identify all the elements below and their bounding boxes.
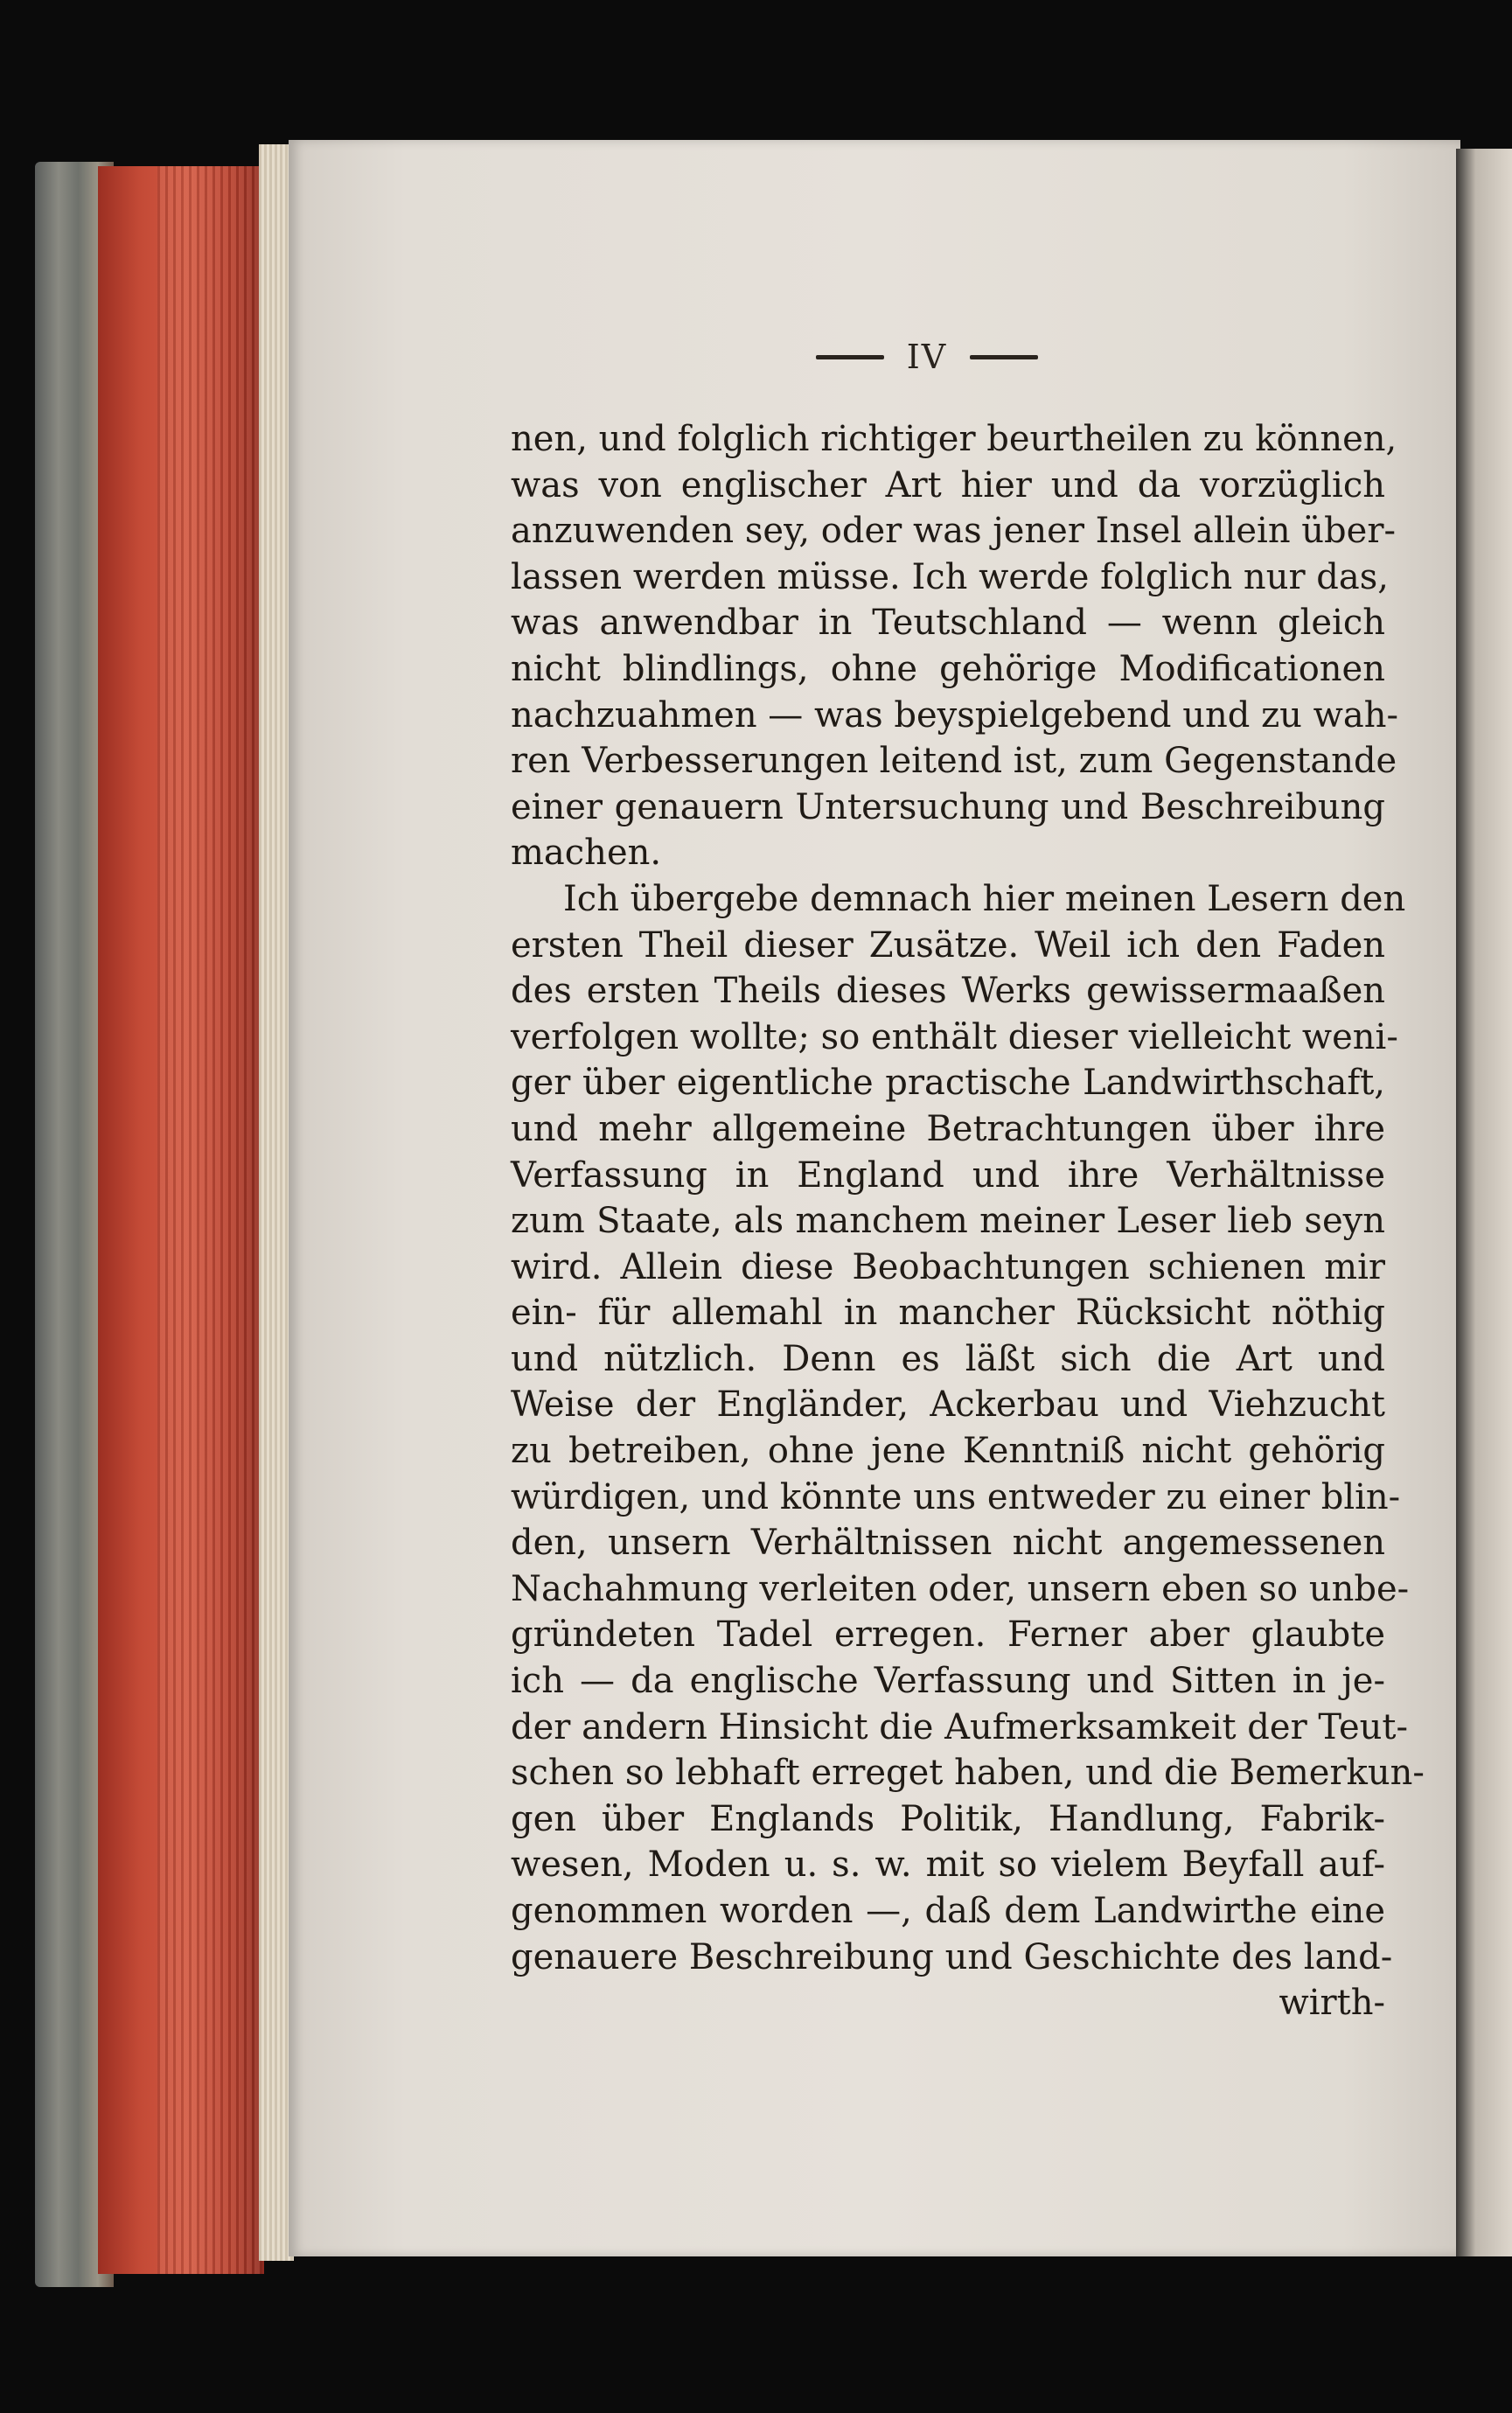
- text-line: Verfassung in England und ihre Verhältnisse: [511, 1154, 1385, 1196]
- text-line: verfolgen wollte; so enthält dieser vielleicht weni-: [511, 1016, 1398, 1057]
- page-edge-texture: [157, 166, 262, 2274]
- text-line: des ersten Theils dieses Werks gewissermaaßen: [511, 971, 1385, 1012]
- text-line: schen so lebhaft erreget haben, und die Bemerkun-: [511, 1753, 1425, 1794]
- text-line: nen, und folglich richtiger beurtheilen zu können,: [511, 419, 1397, 459]
- text-line: ger über eigentliche practische Landwirthschaft,: [511, 1063, 1385, 1104]
- text-line: und mehr allgemeine Betrachtungen über ihre: [511, 1108, 1385, 1149]
- text-line: ersten Theil dieser Zusätze. Weil ich den Faden: [511, 924, 1385, 966]
- page-header: [770, 331, 1084, 383]
- text-line: und nützlich. Denn es läßt sich die Art und: [511, 1338, 1385, 1379]
- header-rule-right: [970, 355, 1038, 359]
- text-line: machen.: [511, 833, 662, 874]
- body-text: [511, 416, 1425, 2026]
- paragraph-start-line: Ich übergebe demnach hier meinen Lesern den: [563, 878, 1406, 919]
- text-line: anzuwenden sey, oder was jener Insel allein über-: [511, 511, 1396, 552]
- text-line: genauere Beschreibung und Geschichte des land-: [511, 1936, 1393, 1977]
- text-line: was anwendbar in Teutschland — wenn gleich: [511, 603, 1385, 644]
- text-line: den, unsern Verhältnissen nicht angemessenen: [511, 1523, 1385, 1564]
- facing-page-edge: [1456, 149, 1512, 2256]
- text-line: ren Verbesserungen leitend ist, zum Gegenstande: [511, 741, 1397, 782]
- catchword: wirth-: [1279, 1983, 1385, 2024]
- text-line: wird. Allein diese Beobachtungen schienen mir: [511, 1246, 1385, 1287]
- text-line: nachzuahmen — was beyspielgebend und zu wah-: [511, 694, 1398, 736]
- text-line: gründeten Tadel erregen. Ferner aber glaubte: [511, 1614, 1385, 1656]
- text-line: würdigen, und könnte uns entweder zu einer blin-: [511, 1476, 1401, 1517]
- text-line: ich — da englische Verfassung und Sitten in je-: [511, 1661, 1385, 1702]
- text-line: was von englischer Art hier und da vorzüglich: [511, 464, 1385, 506]
- text-line: einer genauern Untersuchung und Beschreibung: [511, 786, 1385, 827]
- text-line: Nachahmung verleiten oder, unsern eben so unbe-: [511, 1568, 1410, 1609]
- text-line: ein- für allemahl in mancher Rücksicht nöthig: [511, 1293, 1385, 1334]
- text-line: lassen werden müsse. Ich werde folglich nur das,: [511, 556, 1389, 597]
- text-line: zum Staate, als manchem meiner Leser lieb seyn: [511, 1201, 1385, 1242]
- text-line: nicht blindlings, ohne gehörige Modificationen: [511, 648, 1385, 689]
- page-number: IV: [906, 338, 948, 376]
- text-line: der andern Hinsicht die Aufmerksamkeit der Teut-: [511, 1706, 1409, 1747]
- header-rule-left: [816, 355, 884, 359]
- text-line: genommen worden —, daß dem Landwirthe eine: [511, 1891, 1385, 1931]
- text-line: Weise der Engländer, Ackerbau und Viehzucht: [511, 1384, 1385, 1426]
- text-line: gen über Englands Politik, Handlung, Fabrik-: [511, 1798, 1385, 1839]
- text-line: zu betreiben, ohne jene Kenntniß nicht gehörig: [511, 1431, 1385, 1472]
- text-line: wesen, Moden u. s. w. mit so vielem Beyfall auf-: [511, 1845, 1385, 1886]
